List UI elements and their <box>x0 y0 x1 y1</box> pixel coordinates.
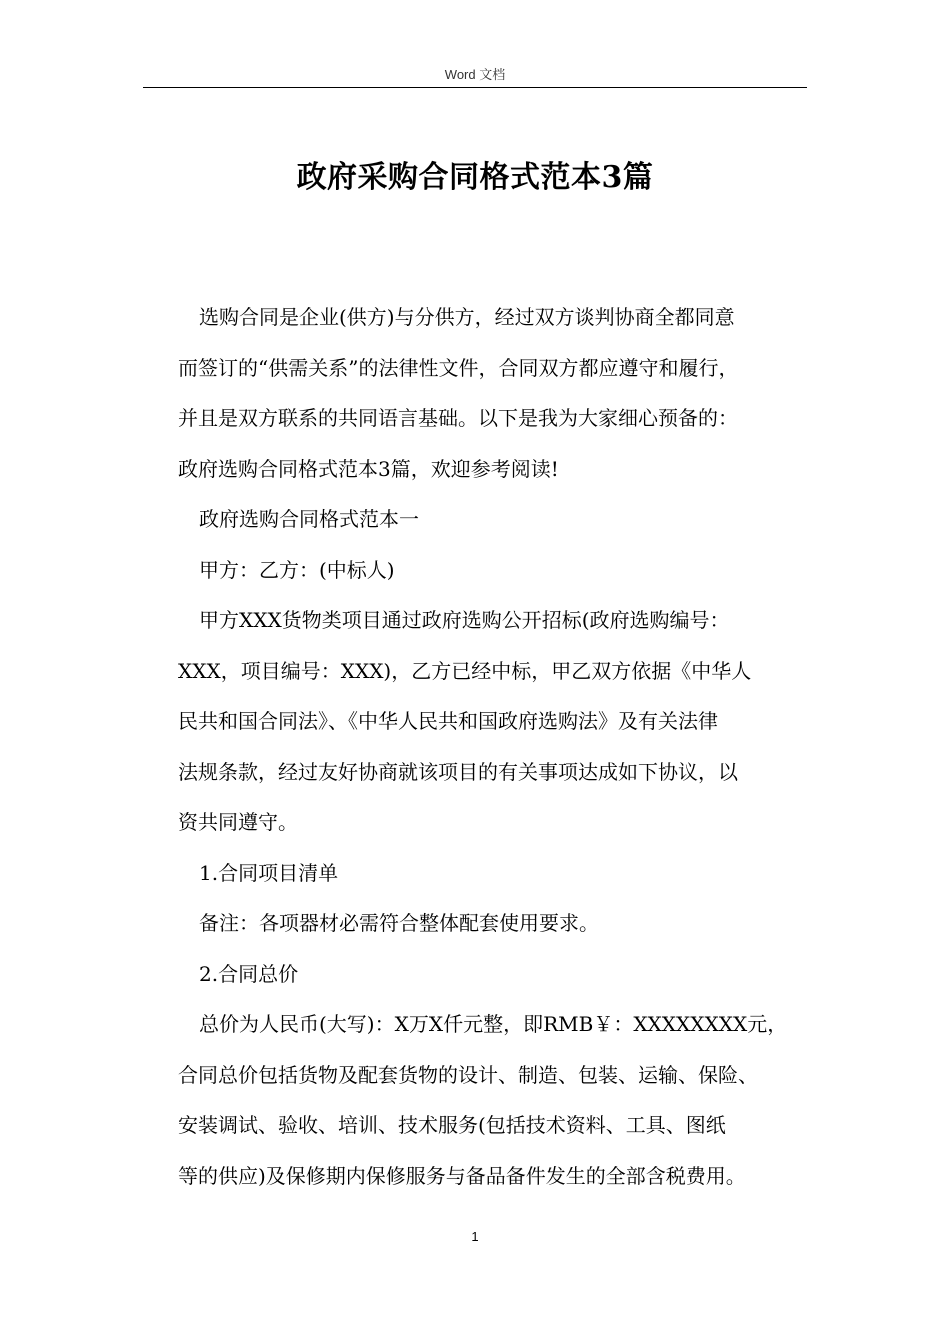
list-heading: 2.合同总价 <box>199 961 299 986</box>
header-divider <box>143 87 807 88</box>
body-line: 法规条款，经过友好协商就该项目的有关事项达成如下协议，以 <box>178 759 738 784</box>
body-line: XXX，项目编号：XXX)，乙方已经中标，甲乙双方依据《中华人 <box>178 658 752 683</box>
body-line: 等的供应)及保修期内保修服务与备品备件发生的全部含税费用。 <box>178 1163 746 1188</box>
document-title: 政府采购合同格式范本3篇 <box>296 160 654 195</box>
body-line: 政府选购合同格式范本3篇，欢迎参考阅读! <box>178 456 559 481</box>
body-line: 选购合同是企业(供方)与分供方，经过双方谈判协商全都同意 <box>199 305 735 329</box>
body-line: 而签订的“供需关系”的法律性文件，合同双方都应遵守和履行， <box>178 355 739 380</box>
body-line: 备注：各项器材必需符合整体配套使用要求。 <box>199 911 599 935</box>
page-header: Word 文档 <box>444 67 506 82</box>
body-line: 甲方：乙方：(中标人) <box>199 557 395 582</box>
body-line: 合同总价包括货物及配套货物的设计、制造、包装、运输、保险、 <box>178 1062 758 1087</box>
body-line: 总价为人民币(大写)：X万X仟元整，即RMB￥：XXXXXXXX元， <box>199 1012 788 1036</box>
body-line: 资共同遵守。 <box>178 810 298 834</box>
body-line: 甲方XXX货物类项目通过政府选购公开招标(政府选购编号： <box>199 608 730 632</box>
body-line: 民共和国合同法》、《中华人民共和国政府选购法》及有关法律 <box>178 709 718 733</box>
document-body <box>178 292 818 1201</box>
section-heading: 政府选购合同格式范本一 <box>199 507 419 531</box>
list-heading: 1.合同项目清单 <box>199 860 339 885</box>
page-number: 1 <box>471 1229 479 1244</box>
body-line: 安装调试、验收、培训、技术服务(包括技术资料、工具、图纸 <box>178 1113 726 1137</box>
body-line: 并且是双方联系的共同语言基础。以下是我为大家细心预备的： <box>178 406 738 430</box>
